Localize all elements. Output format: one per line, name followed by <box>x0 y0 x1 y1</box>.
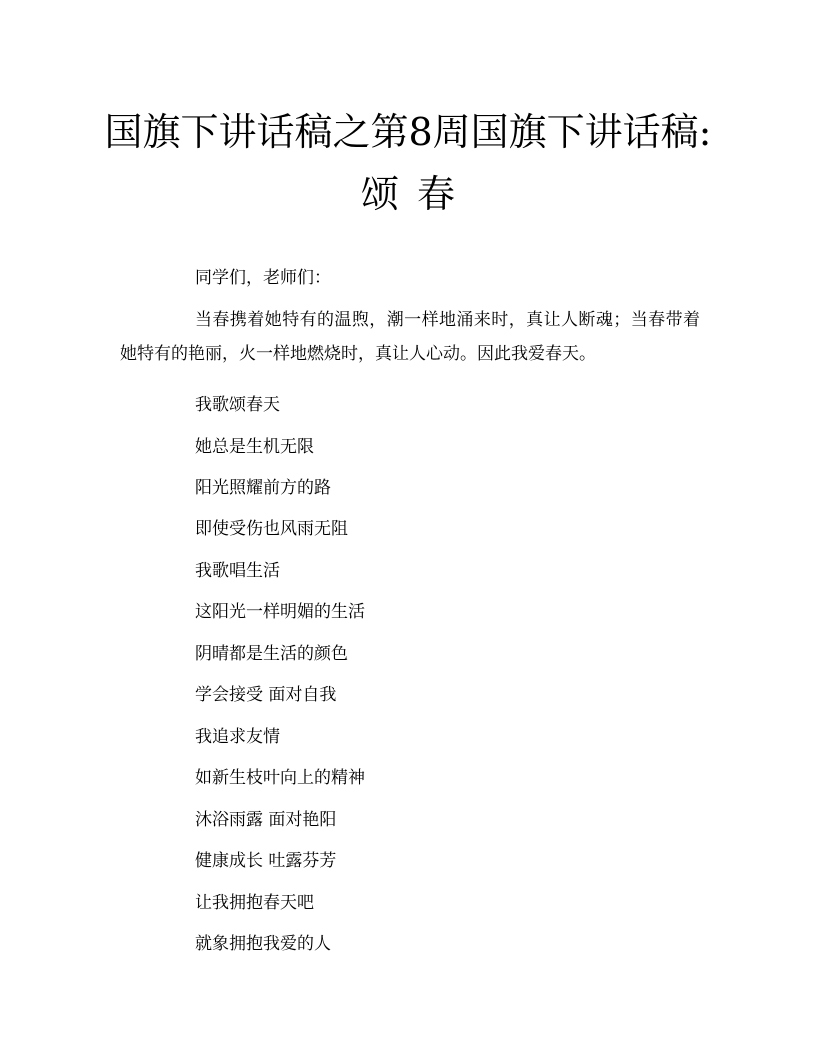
salutation: 同学们，老师们： <box>195 268 331 288</box>
poem-line: 学会接受 面对自我 <box>195 685 337 705</box>
poem-line: 沐浴雨露 面对艳阳 <box>195 810 337 830</box>
poem-line: 我歌颂春天 <box>195 395 280 415</box>
poem-line: 即使受伤也风雨无阻 <box>195 519 348 539</box>
poem-line: 健康成长 吐露芬芳 <box>195 851 337 871</box>
opening-paragraph: 当春携着她特有的温煦，潮一样地涌来时，真让人断魂；当春带着她特有的艳丽，火一样地燃烧时，真让人心动。因此我爱春天。 <box>120 310 700 364</box>
poem-line: 阴晴都是生活的颜色 <box>195 644 348 664</box>
poem-line: 让我拥抱春天吧 <box>195 893 314 913</box>
poem-line: 她总是生机无限 <box>195 437 314 457</box>
title-line-2: 颂春 <box>360 172 473 216</box>
poem-line: 我追求友情 <box>195 727 280 747</box>
poem-line: 我歌唱生活 <box>195 561 280 581</box>
poem-line: 这阳光一样明媚的生活 <box>195 602 365 622</box>
poem-line: 就象拥抱我爱的人 <box>195 934 331 954</box>
poem-line: 如新生枝叶向上的精神 <box>195 768 365 788</box>
title-line-1: 国旗下讲话稿之第8周国旗下讲话稿: <box>104 110 712 154</box>
poem-line: 阳光照耀前方的路 <box>195 478 331 498</box>
